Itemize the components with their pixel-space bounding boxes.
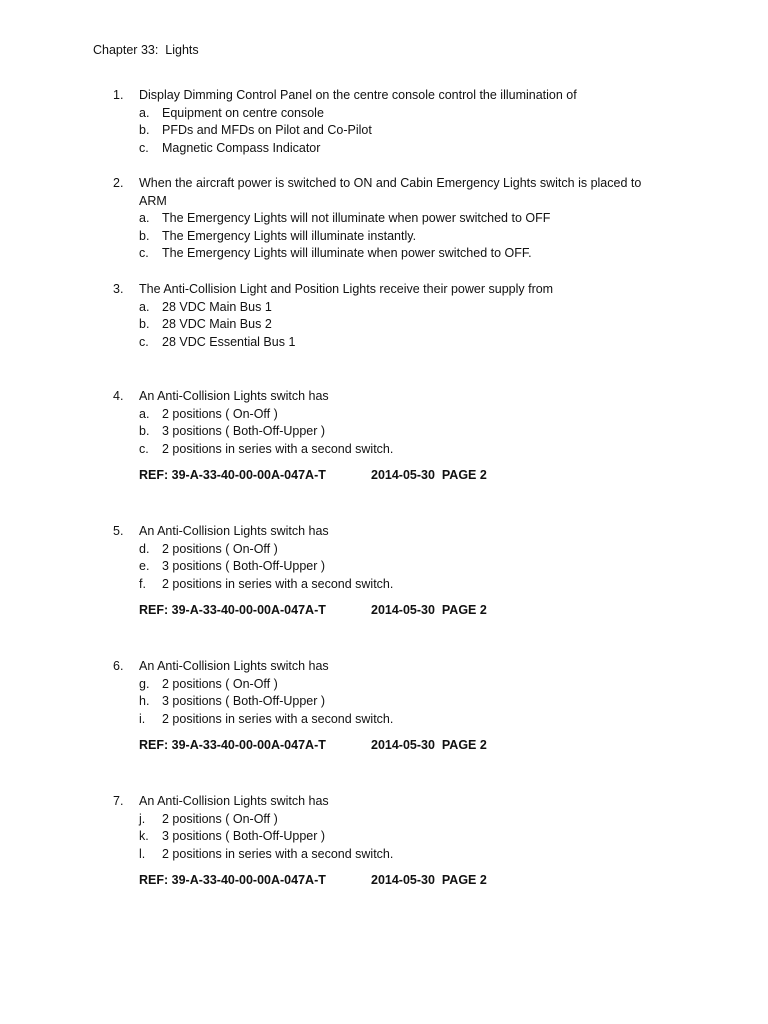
reference-line (0, 602, 768, 620)
answer-option (0, 541, 768, 559)
answer-option (0, 105, 768, 123)
option-letter: c. (139, 246, 149, 260)
option-letter: h. (139, 694, 150, 708)
question-number: 7. (113, 794, 124, 808)
option-text: Magnetic Compass Indicator (162, 140, 321, 155)
option-text: Equipment on centre console (162, 105, 324, 120)
option-text: 2 positions ( On-Off ) (162, 406, 278, 421)
option-text: 2 positions in series with a second switch. (162, 441, 394, 456)
question-text: When the aircraft power is switched to ON and Cabin Emergency Lights switch is placed to (139, 176, 642, 190)
chapter-title: Chapter 33: Lights (93, 43, 199, 57)
answer-option (0, 406, 768, 424)
option-letter: b. (139, 123, 150, 137)
option-text: 3 positions ( Both-Off-Upper ) (162, 559, 326, 573)
reference-date-page: 2014-05-30 PAGE 2 (371, 738, 487, 752)
answer-option (0, 846, 768, 864)
answer-option (0, 828, 768, 846)
question-number: 2. (113, 176, 124, 190)
question-line (0, 175, 768, 193)
question-3 (0, 281, 768, 351)
option-text: 28 VDC Main Bus 1 (162, 299, 272, 314)
reference-code: REF: 39-A-33-40-00-00A-047A-T (139, 738, 326, 752)
question-line (0, 523, 768, 541)
option-text: 3 positions ( Both-Off-Upper ) (162, 694, 326, 708)
answer-option (0, 423, 768, 441)
reference-date-page: 2014-05-30 PAGE 2 (371, 468, 487, 482)
option-letter: a. (139, 406, 150, 421)
answer-option (0, 334, 768, 352)
answer-option (0, 245, 768, 263)
question-6 (0, 658, 768, 755)
answer-option (0, 558, 768, 576)
reference-date-page: 2014-05-30 PAGE 2 (371, 603, 487, 617)
answer-option (0, 228, 768, 246)
answer-option (0, 140, 768, 158)
option-letter: j. (139, 811, 146, 826)
question-2 (0, 175, 768, 263)
option-letter: f. (139, 576, 146, 591)
question-text: An Anti-Collision Lights switch has (139, 524, 329, 538)
question-number: 4. (113, 389, 124, 403)
option-letter: i. (139, 711, 146, 726)
reference-line (0, 872, 768, 890)
option-letter: k. (139, 829, 149, 843)
option-letter: a. (139, 105, 150, 120)
option-letter: e. (139, 559, 150, 573)
option-text: 2 positions ( On-Off ) (162, 676, 278, 691)
reference-code: REF: 39-A-33-40-00-00A-047A-T (139, 603, 326, 617)
option-text: PFDs and MFDs on Pilot and Co-Pilot (162, 123, 372, 137)
question-text: An Anti-Collision Lights switch has (139, 794, 329, 808)
answer-option (0, 210, 768, 228)
option-letter: l. (139, 846, 146, 861)
question-line (0, 658, 768, 676)
option-text: 3 positions ( Both-Off-Upper ) (162, 829, 326, 843)
option-text: 28 VDC Main Bus 2 (162, 317, 272, 331)
question-line (0, 87, 768, 105)
option-letter: b. (139, 317, 150, 331)
answer-option (0, 676, 768, 694)
answer-option (0, 811, 768, 829)
question-1 (0, 87, 768, 157)
option-text: The Emergency Lights will illuminate when power switched to OFF. (162, 246, 532, 260)
question-5 (0, 523, 768, 620)
answer-option (0, 441, 768, 459)
option-text: 28 VDC Essential Bus 1 (162, 334, 296, 349)
option-text: 2 positions in series with a second switch. (162, 846, 394, 861)
question-text: An Anti-Collision Lights switch has (139, 659, 329, 673)
reference-line (0, 467, 768, 485)
question-line (0, 281, 768, 299)
question-text: The Anti-Collision Light and Position Lights receive their power supply from (139, 282, 554, 296)
question-line (0, 193, 768, 211)
answer-option (0, 122, 768, 140)
answer-option (0, 693, 768, 711)
answer-option (0, 316, 768, 334)
reference-line (0, 737, 768, 755)
option-text: The Emergency Lights will not illuminate when power switched to OFF (162, 211, 551, 225)
option-letter: b. (139, 228, 150, 243)
option-letter: a. (139, 211, 150, 225)
answer-option (0, 711, 768, 729)
question-4 (0, 388, 768, 485)
answer-option (0, 576, 768, 594)
option-text: 2 positions in series with a second switch. (162, 576, 394, 591)
reference-date-page: 2014-05-30 PAGE 2 (371, 873, 487, 887)
option-letter: a. (139, 299, 150, 314)
reference-code: REF: 39-A-33-40-00-00A-047A-T (139, 468, 326, 482)
answer-option (0, 299, 768, 317)
question-line (0, 388, 768, 406)
option-text: The Emergency Lights will illuminate instantly. (162, 228, 417, 243)
option-text: 2 positions in series with a second switch. (162, 711, 394, 726)
reference-code: REF: 39-A-33-40-00-00A-047A-T (139, 873, 326, 887)
question-number: 3. (113, 282, 124, 296)
question-number: 6. (113, 659, 124, 673)
option-letter: c. (139, 441, 149, 456)
question-number: 1. (113, 88, 124, 102)
question-number: 5. (113, 524, 124, 538)
option-letter: b. (139, 424, 150, 438)
option-text: 3 positions ( Both-Off-Upper ) (162, 424, 326, 438)
question-text: Display Dimming Control Panel on the centre console control the illumination of (139, 88, 577, 102)
option-letter: c. (139, 140, 149, 155)
question-line (0, 793, 768, 811)
option-letter: c. (139, 334, 149, 349)
option-text: 2 positions ( On-Off ) (162, 541, 278, 556)
option-letter: g. (139, 676, 150, 691)
option-letter: d. (139, 541, 150, 556)
question-text-continued: ARM (139, 193, 167, 208)
option-text: 2 positions ( On-Off ) (162, 811, 278, 826)
question-7 (0, 793, 768, 890)
question-text: An Anti-Collision Lights switch has (139, 389, 329, 403)
